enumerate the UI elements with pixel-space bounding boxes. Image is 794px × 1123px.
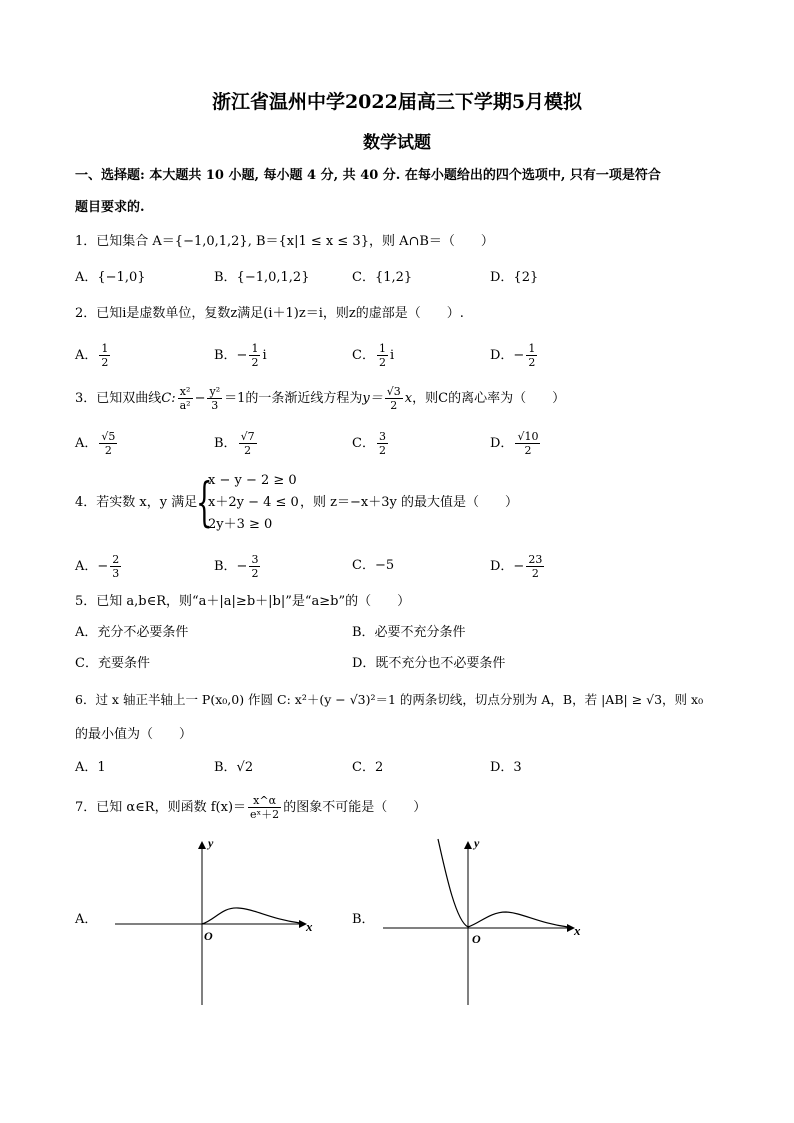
q4-system <box>208 470 299 536</box>
q4-option-c: C．−5 <box>352 558 395 573</box>
x-label: x <box>574 923 581 938</box>
origin-label: O <box>472 932 481 946</box>
q5-option-c: C．充要条件 <box>75 656 150 671</box>
q2-c-label: C． <box>352 348 375 363</box>
q2-stem: 2．已知i是虚数单位，复数z满足(i＋1)z＝i，则z的虚部是（ ）. <box>75 306 464 321</box>
curve <box>202 908 300 924</box>
q7-graph-b-label: B． <box>352 912 375 927</box>
q4-option-a: A．− $\frac{2}{3}$ <box>75 553 120 580</box>
q2-b-fraction: $\frac{1}{2}$ <box>251 342 259 369</box>
q6-stem-line2: 的最小值为（ ） <box>75 727 193 742</box>
q5-option-a: A．充分不必要条件 <box>75 625 189 640</box>
q3-option-d: D． $\frac{√10}{2}$ <box>490 430 539 457</box>
q2-a-fraction: $\frac{1}{2}$ <box>101 342 109 369</box>
q7-graph-a <box>110 835 320 1010</box>
q4-ineq-3: 2y＋3 ≥ 0 <box>208 517 273 532</box>
q7-stem: 7．已知 α∈R，则函数 f(x)＝ $\frac{x\^{}\alpha}{\text{eˣ＋2}}$ 的图象不可能是（ ） <box>75 794 427 821</box>
q1-stem: 1．已知集合 A＝{−1,0,1,2}, B＝{x|1 ≤ x ≤ 3}，则 A∩B＝（ ） <box>75 234 494 249</box>
q5-option-b: B．必要不充分条件 <box>352 625 466 640</box>
section-heading-line2: 题目要求的. <box>75 200 145 215</box>
q6-stem-line1: 6．过 x 轴正半轴上一 P(x₀,0) 作圆 C: x²＋(y − √3)²＝1 的两条切线，切点分别为 A，B，若 |AB| ≥ √3，则 x₀ <box>75 692 704 707</box>
curve <box>438 839 568 927</box>
q3-option-c: C． $\frac{3}{2}$ <box>352 430 386 457</box>
q1-option-b: B．{−1,0,1,2} <box>214 270 310 285</box>
q2-option-d <box>490 342 539 369</box>
q4-option-d: D．− $\frac{23}{2}$ <box>490 553 543 580</box>
q4-stem-a: 4．若实数 x，y 满足 <box>75 495 198 510</box>
q6-option-d: D．3 <box>490 760 522 775</box>
q3-option-a: A． $\frac{√5}{2}$ <box>75 430 116 457</box>
q4-stem-b: ，则 z＝−x＋3y 的最大值是（ ） <box>300 495 518 510</box>
q6-option-a: A．1 <box>75 760 106 775</box>
q7-graph-b <box>378 835 588 1010</box>
q3-stem: 3．已知双曲线C: $\frac{\text{x²}}{\text{a²}}$ − $\frac{\text{y²}}{3}$ ＝1的一条渐近线方程为y＝ $\frac{√3}{2}$ x，则C的离心率为（ ） <box>75 385 566 412</box>
q1-option-d: D．{2} <box>490 270 539 285</box>
q5-option-d: D．既不充分也不必要条件 <box>352 656 506 671</box>
q6-option-c: C．2 <box>352 760 384 775</box>
q4-option-b: B．− $\frac{3}{2}$ <box>214 553 259 580</box>
y-label: y <box>208 836 214 850</box>
q1-option-c: C．{1,2} <box>352 270 413 285</box>
q2-d-label: D．− <box>490 348 525 363</box>
paper-title: 浙江省温州中学2022届高三下学期5月模拟 <box>211 91 583 113</box>
q2-c-fraction: $\frac{1}{2}$ <box>378 342 386 369</box>
q2-option-b: B．− $\frac{1}{2}$ i <box>214 342 267 369</box>
section-heading-line1: 一、选择题: 本大题共 10 小题, 每小题 4 分, 共 40 分. 在每小题给出的四个选项中, 只有一项是符合 <box>75 168 661 183</box>
q5-stem: 5．已知 a,b∈R，则“a＋|a|≥b＋|b|”是“a≥b”的（ ） <box>75 594 411 609</box>
q4-ineq-2: x＋2y − 4 ≤ 0 <box>208 495 299 510</box>
x-label: x <box>306 919 313 934</box>
q7-graph-a-label: A． <box>75 912 98 927</box>
origin-label: O <box>204 929 213 943</box>
q1-option-a: A．{−1,0} <box>75 270 146 285</box>
y-label: y <box>474 836 480 850</box>
q2-d-fraction: $\frac{1}{2}$ <box>528 342 536 369</box>
q2-option-a <box>75 342 112 369</box>
q2-a-label: A． <box>75 348 98 363</box>
q3-option-b: B． $\frac{√7}{2}$ <box>214 430 255 457</box>
q2-option-c: C． $\frac{1}{2}$ i <box>352 342 395 369</box>
paper-subtitle: 数学试题 <box>363 133 431 153</box>
q4-brace: { <box>196 473 213 533</box>
q2-b-label: B．− <box>214 348 248 363</box>
q4-ineq-1: x − y − 2 ≥ 0 <box>208 473 297 488</box>
q6-option-b: B．√2 <box>214 760 254 775</box>
